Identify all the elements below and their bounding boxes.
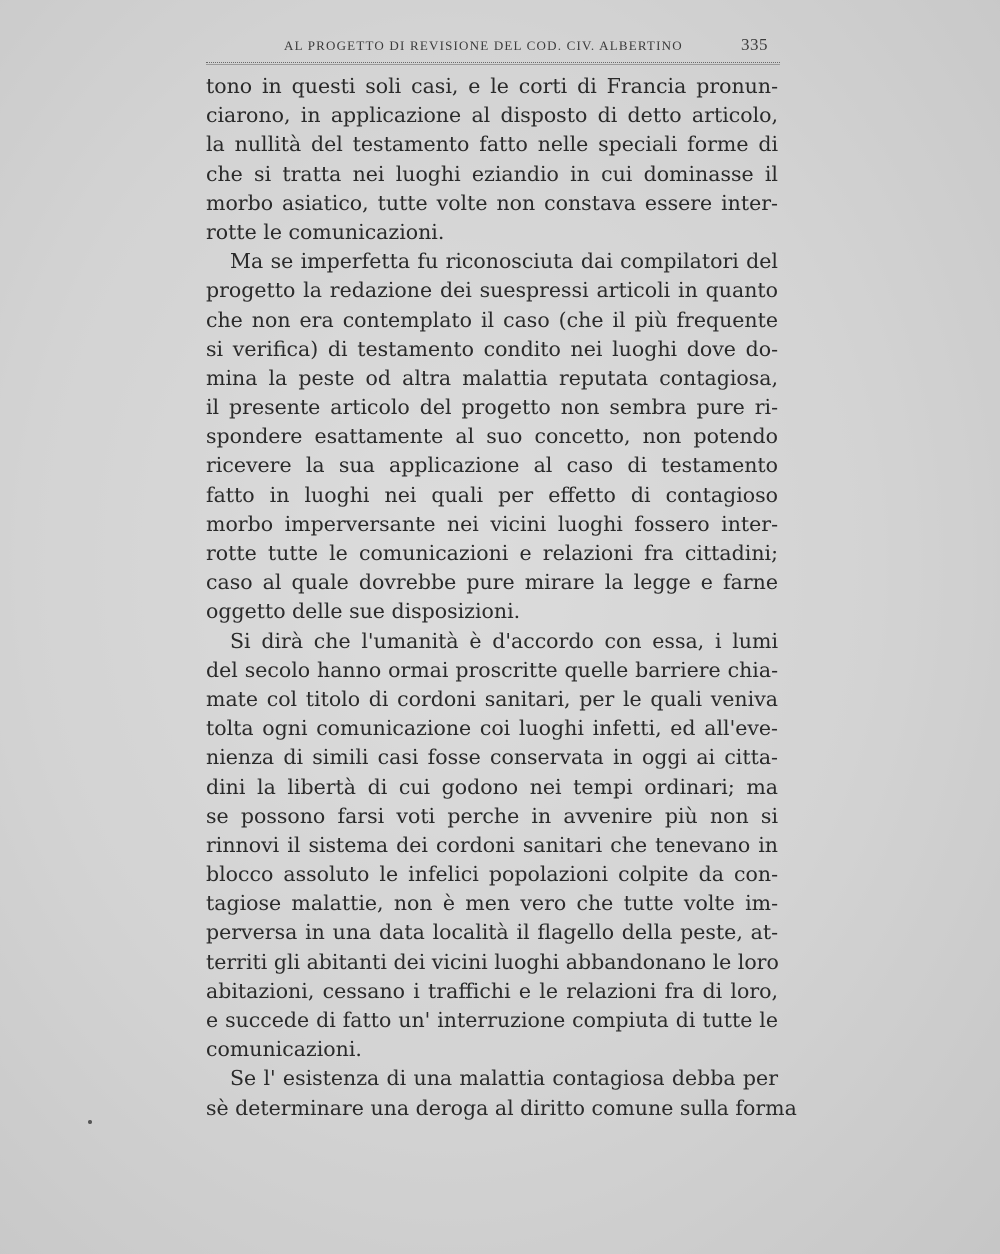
text-line: spondere esattamente al suo concetto, non potendo [206,424,778,449]
text-line: abitazioni, cessano i traffichi e le relazioni fra di loro, [206,978,778,1003]
text-line: del secolo hanno ormai proscritte quelle barriere chia- [206,657,778,682]
page-number: 335 [741,35,768,54]
header-rule-solid [206,64,780,65]
text-line: sè determinare una deroga al diritto comune sulla forma [206,1095,797,1120]
text-line: blocco assoluto le infelici popolazioni colpite da con- [206,862,778,887]
text-line: e succede di fatto un' interruzione compiuta di tutte le [206,1008,778,1032]
running-header [284,36,768,58]
text-line: fatto in luoghi nei quali per effetto di contagioso [206,482,778,507]
text-line: rotte tutte le comunicazioni e relazioni fra cittadini; [206,541,778,565]
text-line: mina la peste od altra malattia reputata contagiosa, [206,365,778,390]
text-line: rotte le comunicazioni. [206,219,445,244]
text-line: la nullità del testamento fatto nelle speciali forme di [206,132,778,157]
text-line: comunicazioni. [206,1037,362,1062]
text-line: dini la libertà di cui godono nei tempi ordinari; ma [206,774,778,799]
ink-speck [88,1120,92,1124]
text-line: il presente articolo del progetto non sembra pure ri- [206,395,778,420]
text-line: ciarono, in applicazione al disposto di detto articolo, [206,103,778,128]
text-line: progetto la redazione dei suespressi articoli in quanto [206,278,778,303]
text-line: oggetto delle sue disposizioni. [206,599,521,624]
text-line: che si tratta nei luoghi eziandio in cui dominasse il [206,161,778,186]
text-line: caso al quale dovrebbe pure mirare la legge e farne [206,570,778,595]
text-line: tagiose malattie, non è men vero che tutte volte im- [206,891,778,916]
paragraph-start-line: Se l' esistenza di una malattia contagiosa debba per [230,1066,778,1091]
text-line: tolta ogni comunicazione coi luoghi infetti, ed all'eve- [206,716,778,741]
text-line: se possono farsi voti perche in avvenire più non si [206,803,778,828]
text-line: perversa in una data località il flagello della peste, at- [206,920,778,945]
header-rule [206,62,780,63]
text-line: nienza di simili casi fosse conservata in oggi ai citta- [206,745,778,770]
text-line: territi gli abitanti dei vicini luoghi abbandonano le loro [206,949,779,974]
body-text [206,72,797,1123]
text-line: si verifica) di testamento condito nei luoghi dove do- [206,336,778,361]
text-line: rinnovi il sistema dei cordoni sanitari che tenevano in [206,832,778,857]
text-line: che non era contemplato il caso (che il più frequente [206,307,778,332]
text-line: morbo asiatico, tutte volte non constava essere inter- [206,190,778,215]
text-line: tono in questi soli casi, e le corti di Francia pronun- [206,74,778,98]
paragraph-start-line: Ma se imperfetta fu riconosciuta dai compilatori del [230,249,778,274]
text-line: ricevere la sua applicazione al caso di testamento [206,453,778,478]
text-line: mate col titolo di cordoni sanitari, per le quali veniva [206,686,778,711]
paragraph-start-line: Si dirà che l'umanità è d'accordo con essa, i lumi [230,628,778,653]
running-title: AL PROGETTO DI REVISIONE DEL COD. CIV. ALBERTINO [284,38,683,53]
text-line: morbo imperversante nei vicini luoghi fossero inter- [206,511,778,536]
